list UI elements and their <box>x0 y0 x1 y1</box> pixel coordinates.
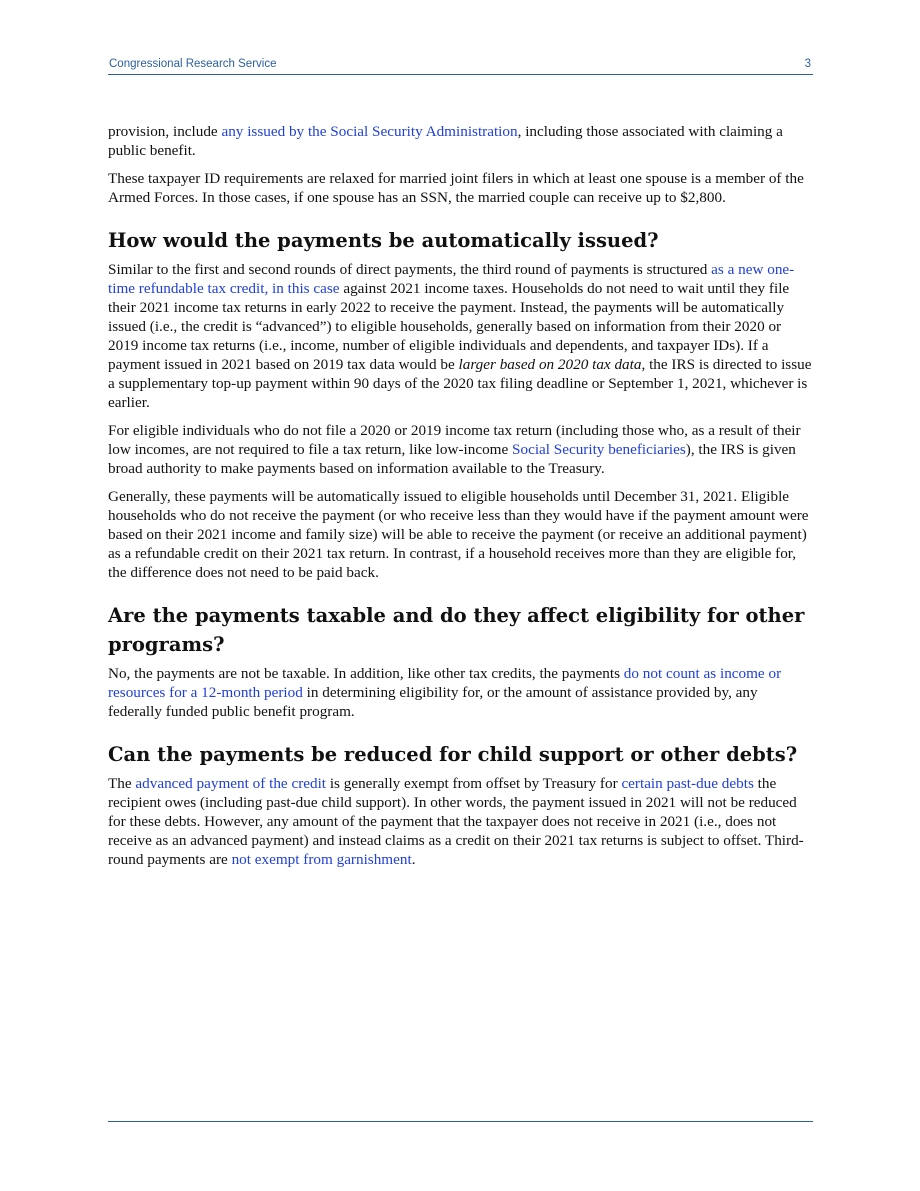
header-org: Congressional Research Service <box>109 58 277 70</box>
paragraph-5: Generally, these payments will be automatically issued to eligible households until December 31, 2021. Eligible households who do not receive the payment (or who receive less than they would have if the payment amount were based on their 2021 income and family size) will be able to receive the payment (or receive an additional payment) as a refundable credit on their 2021 tax return. In contrast, if a household receives more than they are eligible for, the difference does not need to be paid back. <box>108 488 809 581</box>
link-ss-beneficiaries[interactable]: Social Security beneficiaries <box>512 441 686 458</box>
link-ssa[interactable]: any issued by the Social Security Administration <box>221 123 518 140</box>
heading-taxable: Are the payments taxable and do they affect eligibility for other programs? <box>108 604 805 656</box>
link-past-due-debts[interactable]: certain past-due debts <box>621 775 754 792</box>
heading-automatic-issue: How would the payments be automatically issued? <box>108 229 659 252</box>
page-header <box>108 56 813 75</box>
footer-rule <box>108 1121 813 1122</box>
heading-offset: Can the payments be reduced for child support or other debts? <box>108 743 798 766</box>
link-garnishment[interactable]: not exempt from garnishment <box>231 851 412 868</box>
document-body <box>108 122 814 878</box>
paragraph-1: provision, include any issued by the Social Security Administration, including those associated with claiming a public benefit. <box>108 123 783 159</box>
link-refundable-credit[interactable]: as a new one-time refundable tax credit, in this case <box>108 261 795 297</box>
link-advanced-payment[interactable]: advanced payment of the credit <box>135 775 327 792</box>
paragraph-2: These taxpayer ID requirements are relaxed for married joint filers in which at least one spouse is a member of the Armed Forces. In those cases, if one spouse has an SSN, the married couple can receive up to $2,800. <box>108 170 804 206</box>
paragraph-4: For eligible individuals who do not file a 2020 or 2019 income tax return (including those who, as a result of their low incomes, are not required to file a tax return, like low-income Social Security beneficiaries), the IRS is given broad authority to make payments based on information available to the Treasury. <box>108 422 801 477</box>
link-not-income[interactable]: do not count as income or resources for a 12-month period <box>108 665 782 701</box>
paragraph-7: The advanced payment of the credit is generally exempt from offset by Treasury for certain past-due debts the recipient owes (including past-due child support). In other words, the payment issued in 2021 will not be reduced for these debts. However, any amount of the payment that the taxpayer does not receive in 2021 (i.e., does not receive as an advanced payment) and instead claims as a credit on their 2021 tax returns is subject to offset. Third-round payments are not exempt from garnishment. <box>108 775 804 868</box>
paragraph-3: Similar to the first and second rounds of direct payments, the third round of payments is structured as a new one-time refundable tax credit, in this case against 2021 income taxes. Households do not need to wait until they file their 2021 income tax returns in early 2022 to receive the payment. Instead, the payments will be automatically issued (i.e., the credit is “advanced”) to eligible households, generally based on information from their 2020 or 2019 income tax returns (i.e., income, number of eligible individuals and dependents, and taxpayer IDs). If a payment issued in 2021 based on 2019 tax data would be larger based on 2020 tax data, the IRS is directed to issue a supplementary top-up payment within 90 days of the 2020 tax filing deadline or September 1, 2021, whichever is earlier. <box>108 261 812 411</box>
paragraph-6: No, the payments are not be taxable. In addition, like other tax credits, the payments do not count as income or resources for a 12-month period in determining eligibility for, or the amount of assistance provided by, any federally funded public benefit program. <box>108 665 782 720</box>
page-number: 3 <box>804 58 811 70</box>
